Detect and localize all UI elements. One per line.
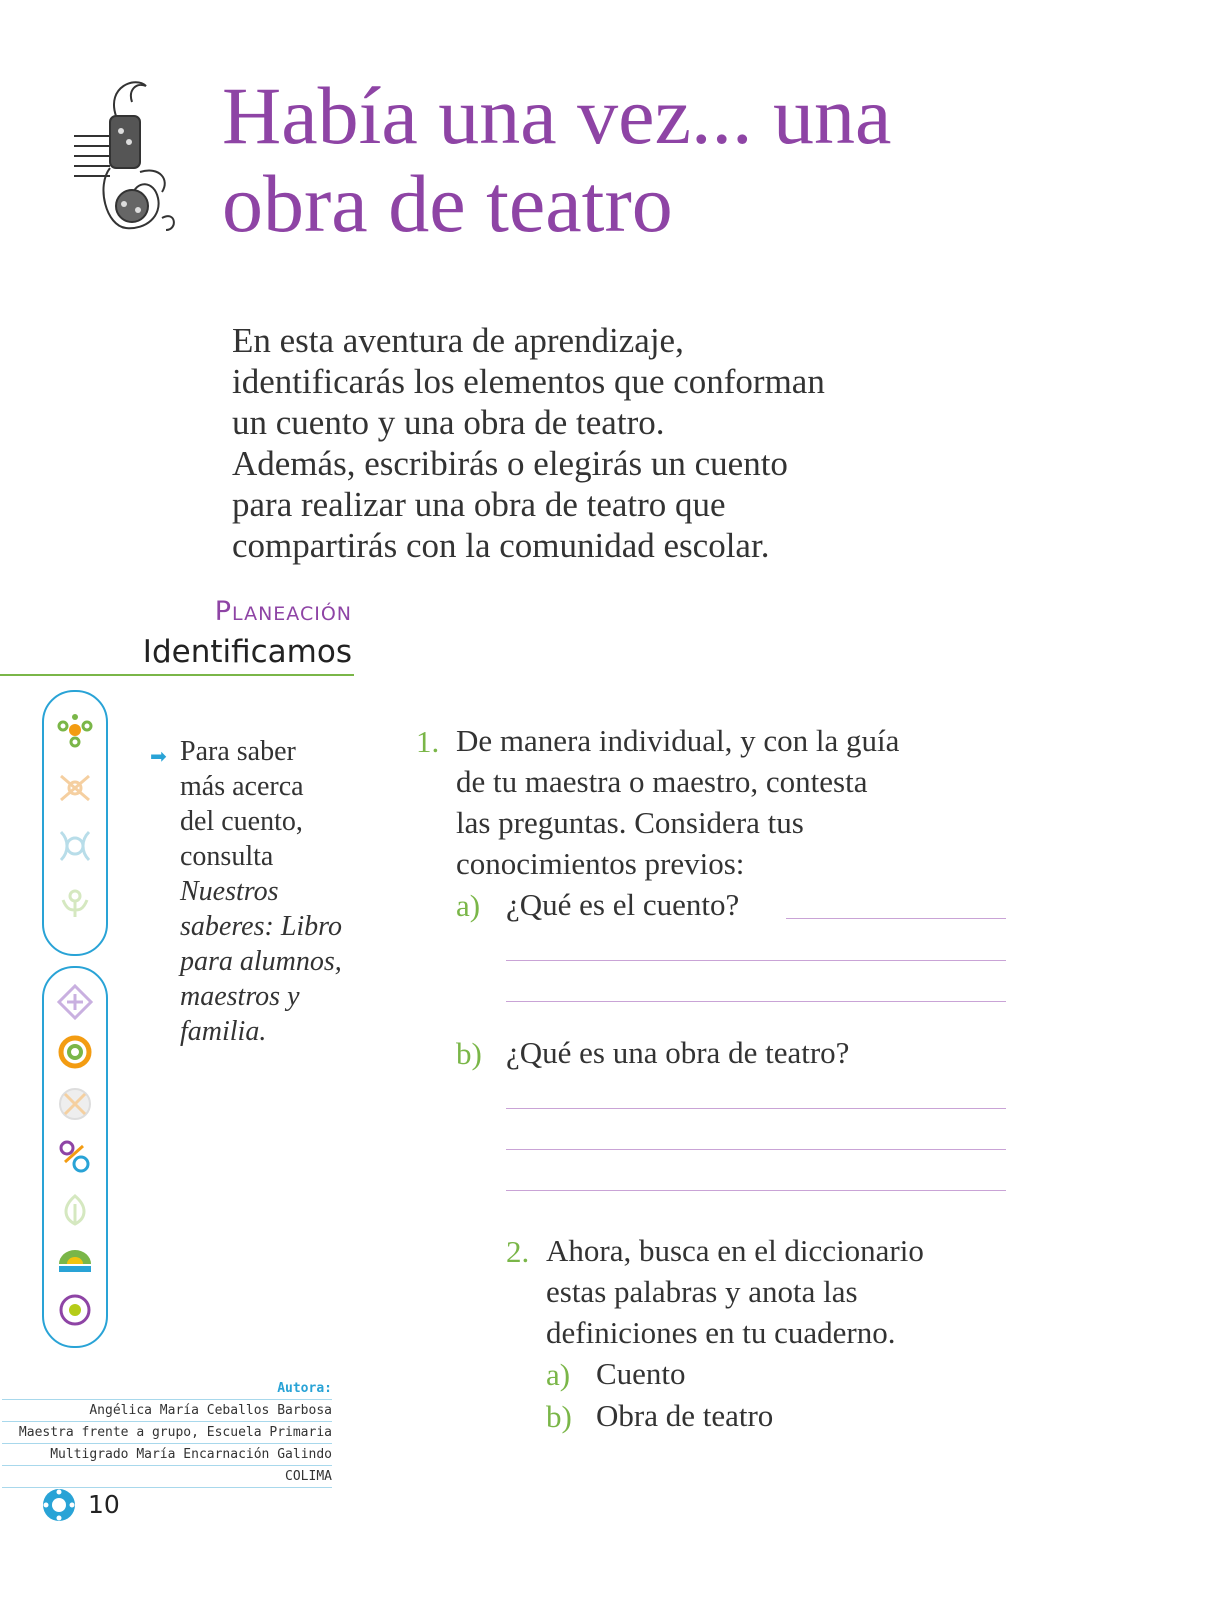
answer-line[interactable] <box>506 1190 1006 1191</box>
activity-1-number: 1. <box>416 724 440 759</box>
item-b-question: ¿Qué es una obra de teatro? <box>506 1035 850 1070</box>
humano-comunitario-icon <box>57 1138 93 1174</box>
intro-line: un cuento y una obra de teatro. <box>232 403 665 442</box>
vida-saludable-icon <box>57 886 93 922</box>
word-a-letter: a) <box>546 1357 571 1392</box>
interculturalidad-icon <box>57 828 93 864</box>
word-a: Cuento <box>596 1356 686 1391</box>
etica-icon <box>57 1086 93 1122</box>
answer-line[interactable] <box>506 1108 1006 1109</box>
activity-1-line: de tu maestra o maestro, contesta <box>456 764 868 799</box>
intro-line: compartirás con la comunidad escolar. <box>232 526 770 565</box>
activity-1-line: De manera individual, y con la guía <box>456 723 900 758</box>
answer-line[interactable] <box>506 1149 1006 1150</box>
intro-line: En esta aventura de aprendizaje, <box>232 321 684 360</box>
credit-line: Multigrado María Encarnación Galindo <box>2 1444 332 1466</box>
credit-line: COLIMA <box>2 1466 332 1488</box>
note-book-title: para alumnos, <box>180 946 342 977</box>
activity-2-text <box>546 1230 1016 1353</box>
inclusion-icon <box>57 712 93 748</box>
page-title <box>222 72 1122 248</box>
section-phase: Planeación <box>214 596 352 627</box>
note-book-title: Nuestros <box>180 876 279 907</box>
flor-icon <box>57 1192 93 1228</box>
intro-line: para realizar una obra de teatro que <box>232 485 726 524</box>
intro-paragraph <box>232 320 992 566</box>
arrow-right-icon: ➡ <box>150 744 167 768</box>
word-b: Obra de teatro <box>596 1398 774 1433</box>
note-book-title: familia. <box>180 1016 267 1047</box>
item-a-letter: a) <box>456 888 481 923</box>
activity-2-line: Ahora, busca en el diccionario <box>546 1233 924 1268</box>
section-name: Identificamos <box>142 634 352 670</box>
note-book-title: saberes: Libro <box>180 911 343 942</box>
title-line-2: obra de teatro <box>222 158 673 249</box>
note-line: del cuento, <box>180 806 303 837</box>
item-a-question: ¿Qué es el cuento? <box>506 887 740 922</box>
reference-note <box>180 734 370 1049</box>
activity-1-line: conocimientos previos: <box>456 846 745 881</box>
answer-line[interactable] <box>506 1001 1006 1002</box>
comunidad-icon <box>57 1244 93 1280</box>
note-book-title: maestros y <box>180 981 300 1012</box>
campos-formativos-icons <box>42 966 108 1348</box>
lenguajes-icon <box>57 984 93 1020</box>
intro-line: identificarás los elementos que conforman <box>232 362 825 401</box>
item-b-letter: b) <box>456 1036 482 1071</box>
credit-line: Angélica María Ceballos Barbosa <box>2 1400 332 1422</box>
section-divider <box>0 674 354 676</box>
saberes-icon <box>57 1034 93 1070</box>
note-line: consulta <box>180 841 274 872</box>
activity-1-line: las preguntas. Considera tus <box>456 805 804 840</box>
ejes-articuladores-icons <box>42 690 108 956</box>
intro-line: Además, escribirás o elegirás un cuento <box>232 444 788 483</box>
pensamiento-critico-icon <box>57 770 93 806</box>
page-badge-icon <box>42 1488 76 1522</box>
mesoamerican-figure-icon <box>66 76 184 236</box>
word-b-letter: b) <box>546 1399 572 1434</box>
activity-1-text <box>456 720 1016 884</box>
credits-heading: Autora: <box>2 1378 332 1400</box>
note-line: más acerca <box>180 771 304 802</box>
page-number: 10 <box>88 1490 120 1519</box>
activity-2-line: definiciones en tu cuaderno. <box>546 1315 896 1350</box>
title-line-1: Había una vez... una <box>222 70 892 161</box>
author-credits <box>2 1378 332 1488</box>
answer-line[interactable] <box>506 960 1006 961</box>
note-line: Para saber <box>180 736 296 767</box>
answer-line[interactable] <box>786 918 1006 919</box>
activity-2-line: estas palabras y anota las <box>546 1274 858 1309</box>
escuela-icon <box>57 1292 93 1328</box>
activity-2-number: 2. <box>506 1234 530 1269</box>
credit-line: Maestra frente a grupo, Escuela Primaria <box>2 1422 332 1444</box>
